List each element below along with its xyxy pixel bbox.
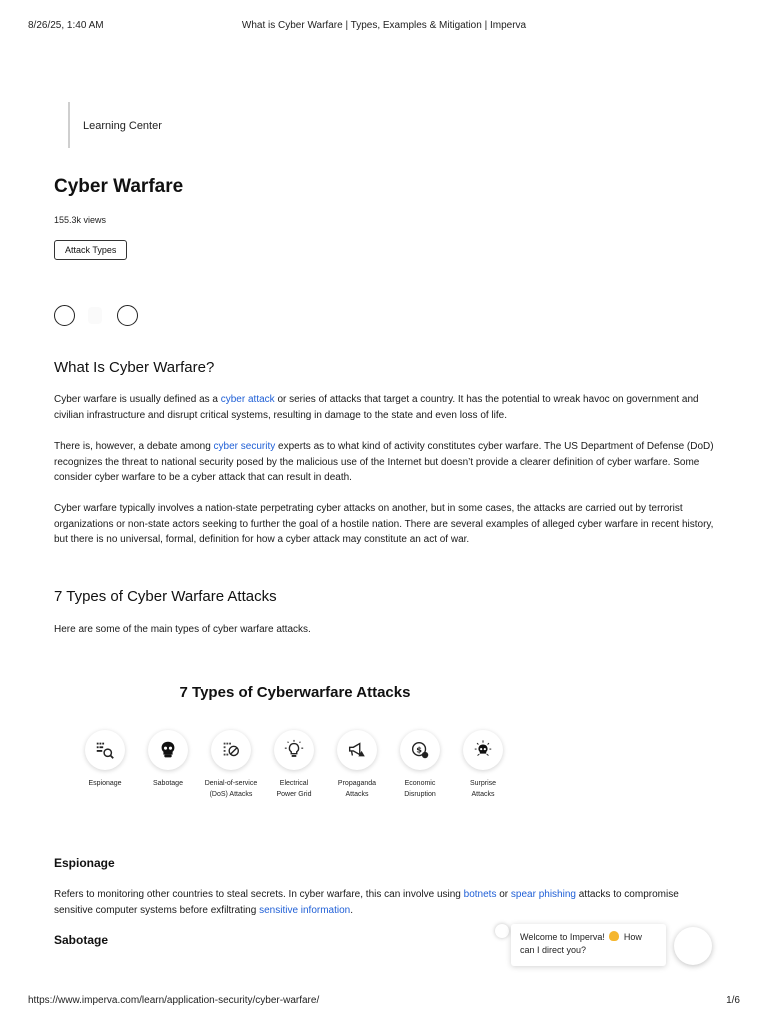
link-cyber-security[interactable]: cyber security — [213, 441, 276, 452]
link-cyber-attack[interactable]: cyber attack — [220, 394, 275, 405]
print-footer — [28, 995, 740, 1009]
print-datetime: 8/26/25, 1:40 AM — [28, 20, 104, 31]
view-count: 155.3k views — [54, 215, 107, 225]
waving-hand-icon — [609, 931, 619, 941]
dollar-coin-icon — [400, 730, 440, 770]
type-espionage — [73, 730, 137, 789]
type-label-line1: Denial-of-service — [204, 780, 258, 787]
tag-attack-types[interactable]: Attack Types — [54, 240, 127, 260]
type-dos — [199, 730, 263, 800]
chat-close-button[interactable] — [495, 924, 509, 938]
type-label-line2: Disruption — [404, 791, 436, 798]
magnifier-data-icon — [85, 730, 125, 770]
type-label-line2: Attacks — [471, 791, 495, 798]
breadcrumb-learning-center[interactable]: Learning Center — [83, 120, 162, 132]
print-url: https://www.imperva.com/learn/application-security/cyber-warfare/ — [28, 995, 320, 1006]
print-header — [28, 20, 740, 34]
type-label-line1: Sabotage — [153, 780, 183, 787]
paragraph-definition: Cyber warfare is usually defined as a cyber attack or series of attacks that target a country. It has the potential to wreak havoc on government and civilian infrastructure and disrupt critical systems, resulting in damage to the state and even loss of life. — [54, 394, 699, 421]
svg-text:$: $ — [416, 744, 422, 755]
type-label-line2: Power Grid — [276, 791, 312, 798]
section-heading-what-is: What Is Cyber Warfare? — [54, 359, 215, 376]
type-label-line1: Electrical — [279, 780, 309, 787]
type-label-line2: Attacks — [345, 791, 369, 798]
link-spear-phishing[interactable]: spear phishing — [510, 889, 576, 900]
chat-direct-text: How can I direct you? — [520, 932, 642, 955]
type-economic — [388, 730, 452, 800]
type-label-line1: Propaganda — [337, 780, 377, 787]
infographic-title: 7 Types of Cyberwarfare Attacks — [179, 684, 411, 701]
type-sabotage — [136, 730, 200, 789]
breadcrumb-divider — [68, 102, 70, 148]
print-page-number: 1/6 — [726, 995, 740, 1006]
page-title: Cyber Warfare — [54, 176, 184, 197]
paragraph-debate: There is, however, a debate among cyber security experts as to what kind of activity constitutes cyber warfare. The US Department of Defense (DoD) recognizes the threat to national security posed by the malicious use of the Internet but doesn’t provide a clearer definition of cyber warfare. Some consider cyber warfare to be a cyber attack that can result in death. — [54, 441, 714, 483]
share-button-3[interactable] — [117, 305, 138, 326]
lightbulb-icon — [274, 730, 314, 770]
skull-icon — [148, 730, 188, 770]
subheading-espionage: Espionage — [54, 856, 115, 870]
paragraph-nation-state: Cyber warfare typically involves a nation-state perpetrating cyber attacks on another, but in some cases, the attacks are carried out by terrorist organizations or non-state actors seeking to further the goal of a hostile nation. There are several examples of alleged cyber warfare in recent history, but there is no universal, formal, definition for how a cyber attack may constitute an act of war. — [54, 503, 714, 545]
chat-welcome-text: Welcome to Imperva! — [520, 932, 605, 942]
infographic-types — [73, 730, 513, 805]
paragraph-espionage: Refers to monitoring other countries to steal secrets. In cyber warfare, this can involve using botnets or spear phishing attacks to compromise sensitive computer systems before exfiltrating sensitive information. — [54, 889, 679, 916]
server-block-icon — [211, 730, 251, 770]
type-surprise — [451, 730, 515, 800]
chat-launcher-button[interactable] — [674, 927, 712, 965]
chat-welcome-bubble[interactable] — [511, 924, 666, 966]
type-propaganda — [325, 730, 389, 800]
type-label-line1: Economic — [404, 780, 436, 787]
share-button-2[interactable] — [88, 307, 102, 324]
type-label-line1: Surprise — [469, 780, 497, 787]
section-heading-types: 7 Types of Cyber Warfare Attacks — [54, 588, 277, 605]
type-electrical — [262, 730, 326, 800]
link-botnets[interactable]: botnets — [463, 889, 497, 900]
link-sensitive-information[interactable]: sensitive information — [259, 904, 351, 916]
megaphone-warning-icon — [337, 730, 377, 770]
share-button-1[interactable] — [54, 305, 75, 326]
paragraph-types-intro: Here are some of the main types of cyber warfare attacks. — [54, 624, 311, 635]
skull-burst-icon — [463, 730, 503, 770]
print-page-title: What is Cyber Warfare | Types, Examples & Mitigation | Imperva — [241, 20, 527, 31]
type-label-line1: Espionage — [88, 780, 122, 787]
type-label-line2: (DoS) Attacks — [209, 791, 253, 798]
subheading-sabotage: Sabotage — [54, 933, 109, 947]
